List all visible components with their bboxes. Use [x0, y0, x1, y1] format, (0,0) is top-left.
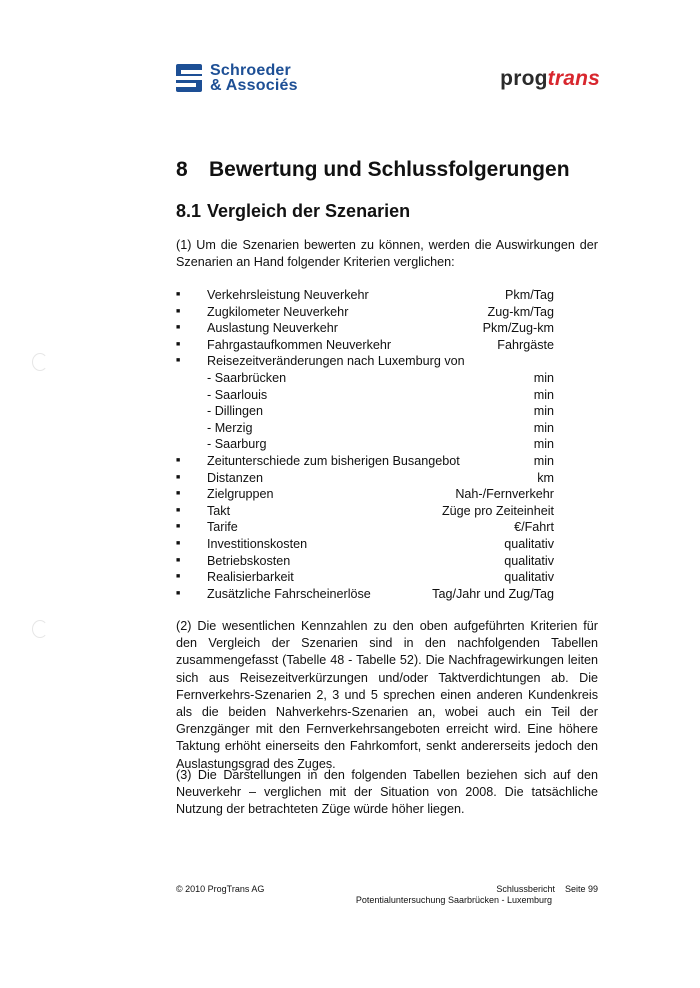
indent-spacer — [176, 420, 207, 437]
criteria-row — [176, 486, 554, 503]
criteria-name: - Dillingen — [207, 404, 263, 419]
bullet-icon: ■ — [176, 456, 181, 464]
bullet-icon: ■ — [176, 473, 181, 481]
criteria-name: Verkehrsleistung Neuverkehr — [207, 288, 369, 302]
criteria-unit: Fahrgäste — [497, 337, 554, 352]
criteria-unit: min — [533, 420, 554, 435]
paragraph-3: (3) Die Darstellungen in den folgenden Tabellen beziehen sich auf den Neuverkehr – verglichen mit der Situation von 2008. Die tatsächliche Nutzung der betrachteten Züge würde höher liegen. — [176, 768, 598, 817]
indent-spacer — [176, 387, 207, 404]
punch-hole-mark — [32, 353, 48, 371]
brand-part1: prog — [500, 67, 548, 90]
bullet-icon: ■ — [176, 357, 181, 365]
criteria-name: Tarife — [207, 520, 238, 535]
indent-spacer — [176, 436, 207, 453]
criteria-row — [176, 320, 554, 337]
criteria-name: Investitionskosten — [207, 536, 308, 551]
criteria-unit: Zug-km/Tag — [487, 304, 554, 319]
criteria-name: Fahrgastaufkommen Neuverkehr — [207, 337, 392, 352]
criteria-unit: min — [533, 370, 554, 385]
criteria-list — [176, 287, 554, 602]
criteria-name: - Saarlouis — [207, 387, 268, 402]
criteria-row — [176, 586, 554, 603]
indent-spacer — [176, 403, 207, 420]
criteria-row — [176, 569, 554, 586]
progtrans-logo — [500, 67, 600, 91]
section-number: 8.1 — [176, 201, 202, 221]
schroeder-logo-icon — [176, 64, 202, 92]
bullet-icon: ■ — [176, 340, 181, 348]
criteria-name: Takt — [207, 503, 231, 518]
criteria-name: Realisierbarkeit — [207, 570, 294, 585]
bullet-icon: ■ — [176, 506, 181, 514]
section-title: Vergleich der Szenarien — [207, 201, 411, 221]
criteria-name: - Saarburg — [207, 437, 267, 452]
bullet-icon: ■ — [176, 490, 181, 498]
criteria-unit: Pkm/Tag — [505, 288, 554, 302]
criteria-unit: qualitativ — [504, 570, 554, 585]
criteria-row — [176, 553, 554, 570]
bullet-icon: ■ — [176, 307, 181, 315]
indent-spacer — [176, 370, 207, 387]
bullet-icon: ■ — [176, 556, 181, 564]
criteria-row — [176, 453, 554, 470]
criteria-row — [176, 353, 554, 370]
criteria-name: Distanzen — [207, 470, 264, 485]
criteria-row — [176, 287, 554, 304]
brand-part2: trans — [547, 67, 600, 90]
criteria-name: - Merzig — [207, 420, 253, 435]
bullet-icon: ■ — [176, 573, 181, 581]
criteria-row — [176, 387, 554, 404]
criteria-unit: Nah-/Fernverkehr — [455, 487, 554, 502]
criteria-name: Auslastung Neuverkehr — [207, 321, 338, 336]
criteria-row — [176, 536, 554, 553]
criteria-unit: Tag/Jahr und Zug/Tag — [432, 586, 554, 601]
criteria-name: Betriebskosten — [207, 553, 291, 568]
criteria-unit: km — [537, 470, 554, 485]
schroeder-logo-text — [210, 63, 298, 93]
criteria-name: Zugkilometer Neuverkehr — [207, 304, 349, 319]
criteria-name: - Saarbrücken — [207, 370, 287, 385]
criteria-row — [176, 304, 554, 321]
criteria-name: Zusätzliche Fahrscheinerlöse — [207, 586, 371, 601]
punch-hole-mark — [32, 620, 48, 638]
footer-doc-info — [496, 884, 598, 894]
bullet-icon: ■ — [176, 291, 181, 298]
criteria-unit: min — [533, 387, 554, 402]
criteria-row — [176, 436, 554, 453]
bullet-icon: ■ — [176, 324, 181, 332]
criteria-unit: qualitativ — [504, 553, 554, 568]
footer-doc-type: Schlussbericht — [496, 884, 555, 894]
chapter-number: 8 — [176, 158, 188, 181]
criteria-name: Zielgruppen — [207, 487, 274, 502]
criteria-row — [176, 470, 554, 487]
section-heading — [176, 201, 410, 222]
criteria-name: Zeitunterschiede zum bisherigen Busangebot — [207, 453, 460, 468]
criteria-unit: €/Fahrt — [514, 520, 554, 535]
bullet-icon: ■ — [176, 539, 181, 547]
bullet-icon: ■ — [176, 589, 181, 597]
footer-copyright: © 2010 ProgTrans AG — [176, 884, 265, 894]
criteria-name: Reisezeitveränderungen nach Luxemburg von — [207, 354, 465, 369]
criteria-row — [176, 370, 554, 387]
footer-page-number: Seite 99 — [564, 884, 598, 894]
criteria-row — [176, 503, 554, 520]
chapter-heading — [176, 158, 570, 182]
criteria-row — [176, 403, 554, 420]
paragraph-2: (2) Die wesentlichen Kennzahlen zu den oben aufgeführten Kriterien für den Vergleich der Szenarien sind in den nachfolgenden Tabellen zusammengefasst (Tabelle 48 - Tabelle 52). Die Nachfragewirkungen leiten sich aus Reisezeitverkürzungen und/oder Taktverdichtungen ab. Die Fernverkehrs-Szenarien 2, 3 und 5 sprechen einen anderen Kundenkreis als die beiden Nahverkehrs-Szenarien an, wobei auch ein Teil der Grenzgänger mit den Fernverkehrsangeboten erreicht wird. Eine höhere Taktung erhöht einerseits den Fahrkomfort, senkt andererseits jedoch den Auslastungsgrad des Zuges. — [176, 619, 598, 771]
criteria-unit: Pkm/Zug-km — [482, 321, 554, 336]
chapter-title: Bewertung und Schlussfolgerungen — [209, 158, 570, 181]
logo-line2: & Associés — [210, 77, 298, 94]
logo-line1: Schroeder — [210, 62, 291, 79]
criteria-row — [176, 519, 554, 536]
criteria-row — [176, 420, 554, 437]
criteria-row — [176, 337, 554, 354]
criteria-unit: Züge pro Zeiteinheit — [441, 503, 554, 518]
criteria-unit: min — [533, 437, 554, 452]
paragraph-1: (1) Um die Szenarien bewerten zu können, werden die Auswirkungen der Szenarien an Hand folgender Kriterien verglichen: — [176, 238, 598, 270]
criteria-unit: qualitativ — [504, 536, 554, 551]
footer-subtitle: Potentialuntersuchung Saarbrücken - Luxemburg — [355, 895, 552, 905]
criteria-unit: min — [533, 453, 554, 468]
criteria-unit: min — [533, 404, 554, 419]
bullet-icon: ■ — [176, 523, 181, 531]
